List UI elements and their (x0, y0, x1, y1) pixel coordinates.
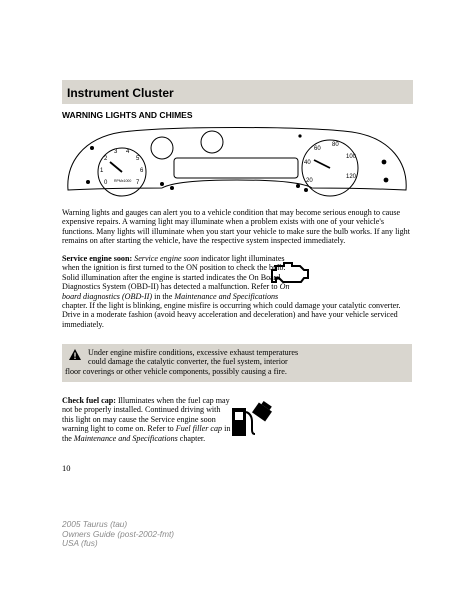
speed-tick-label: 40 (304, 160, 311, 166)
service-engine-paragraph (62, 254, 412, 329)
tach-needle (110, 162, 122, 172)
intro-paragraph: Warning lights and gauges can alert you to a vehicle condition that may become serious enough to cause expensive repairs. A warning light may illuminate when a problem exists with one of your vehicle's functions. Many lights will illuminate when you start your vehicle to make sure the bulb works. If any light remains on after starting the vehicle, have the respective system inspected immediately. (62, 208, 410, 246)
service-engine-body-2: chapter. If the light is blinking, engine misfire is occurring which could damage your catalytic converter. Drive in a moderate fashion (avoid heavy acceleration and deceleration) and have your vehicle serviced immediately. (62, 301, 401, 329)
fuel-cap-body-2: chapter. (179, 433, 206, 443)
tach-tick-label: 7 (136, 180, 140, 186)
speed-needle (314, 160, 330, 168)
obd-reference: On board diagnostics (OBD-II) (62, 282, 290, 301)
warning-lamp-icon (382, 160, 387, 165)
service-engine-title: Service engine soon: (62, 254, 133, 263)
warning-lamp-icon (304, 188, 308, 192)
warning-lamp-icon (298, 134, 301, 137)
warning-text (65, 348, 408, 376)
speed-tick-label: 80 (332, 142, 339, 148)
chapter-title: Instrument Cluster (67, 86, 174, 100)
warning-lamp-icon (86, 180, 90, 184)
warning-line-2: could damage the catalytic converter, the fuel system, interior (88, 357, 288, 367)
speed-tick-label: 120 (346, 174, 357, 180)
document-footer (62, 520, 174, 549)
temp-gauge (151, 137, 173, 159)
warning-lamp-icon (90, 146, 94, 150)
fuel-filler-reference: Fuel filler cap (175, 424, 223, 434)
service-engine-italic: Service engine soon (134, 254, 199, 263)
warning-line-1: Under engine misfire conditions, excessive exhaust temperatures (88, 348, 299, 357)
tach-tick-label: 2 (104, 156, 108, 162)
tach-tick-label: 1 (100, 168, 104, 174)
fuel-cap-mid: in the (62, 424, 231, 443)
tach-tick-label: 4 (126, 149, 130, 155)
service-engine-body-1: indicator light illuminates when the ignition is first turned to the ON position to check the bulb. Solid illumination after the engine is started indicates the On Board Diagnostics System (OBD-II) has detected a malfunction. Refer to (62, 254, 286, 292)
warning-lamp-icon (170, 186, 174, 190)
footer-line-1: 2005 Taurus (tau) (62, 519, 128, 529)
center-display (174, 158, 298, 178)
page-number: 10 (62, 463, 71, 473)
tach-tick-label: 5 (136, 156, 140, 162)
footer-line-2: Owners Guide (post-2002-fmt) (62, 528, 175, 539)
warning-line-3: floor coverings or other vehicle components, possibly causing a fire. (65, 366, 287, 376)
tach-tick-label: 3 (114, 149, 118, 155)
warning-lamp-icon (296, 184, 300, 188)
speed-tick-label: 100 (346, 154, 357, 160)
warning-triangle-icon (68, 348, 82, 361)
fuel-maintenance-reference: Maintenance and Specifications (73, 433, 178, 443)
instrument-cluster-illustration (62, 124, 412, 199)
check-engine-icon (266, 258, 312, 288)
warning-lamp-icon (160, 182, 164, 186)
tach-tick-label: 0 (104, 180, 108, 186)
fuel-cap-icon (228, 398, 274, 440)
speed-tick-label: 60 (314, 146, 321, 152)
maintenance-reference: Maintenance and Specifications (174, 291, 279, 301)
fuel-cap-body-1: Illuminates when the fuel cap may not be properly installed. Continued driving with this light on may cause the Service engine soon warning light to come on. Refer to (62, 396, 230, 434)
warning-lamp-icon (384, 178, 389, 183)
tach-tick-label: 6 (140, 168, 144, 174)
service-engine-mid: in the (154, 291, 173, 301)
section-title: WARNING LIGHTS AND CHIMES (62, 110, 193, 120)
odometer-label: RPMx1000 (114, 179, 132, 183)
fuel-cap-title: Check fuel cap: (62, 396, 116, 405)
fuel-cap-paragraph (62, 396, 234, 443)
footer-line-3: USA (fus) (62, 538, 98, 549)
fuel-gauge (201, 131, 223, 153)
speed-tick-label: 20 (306, 178, 313, 184)
